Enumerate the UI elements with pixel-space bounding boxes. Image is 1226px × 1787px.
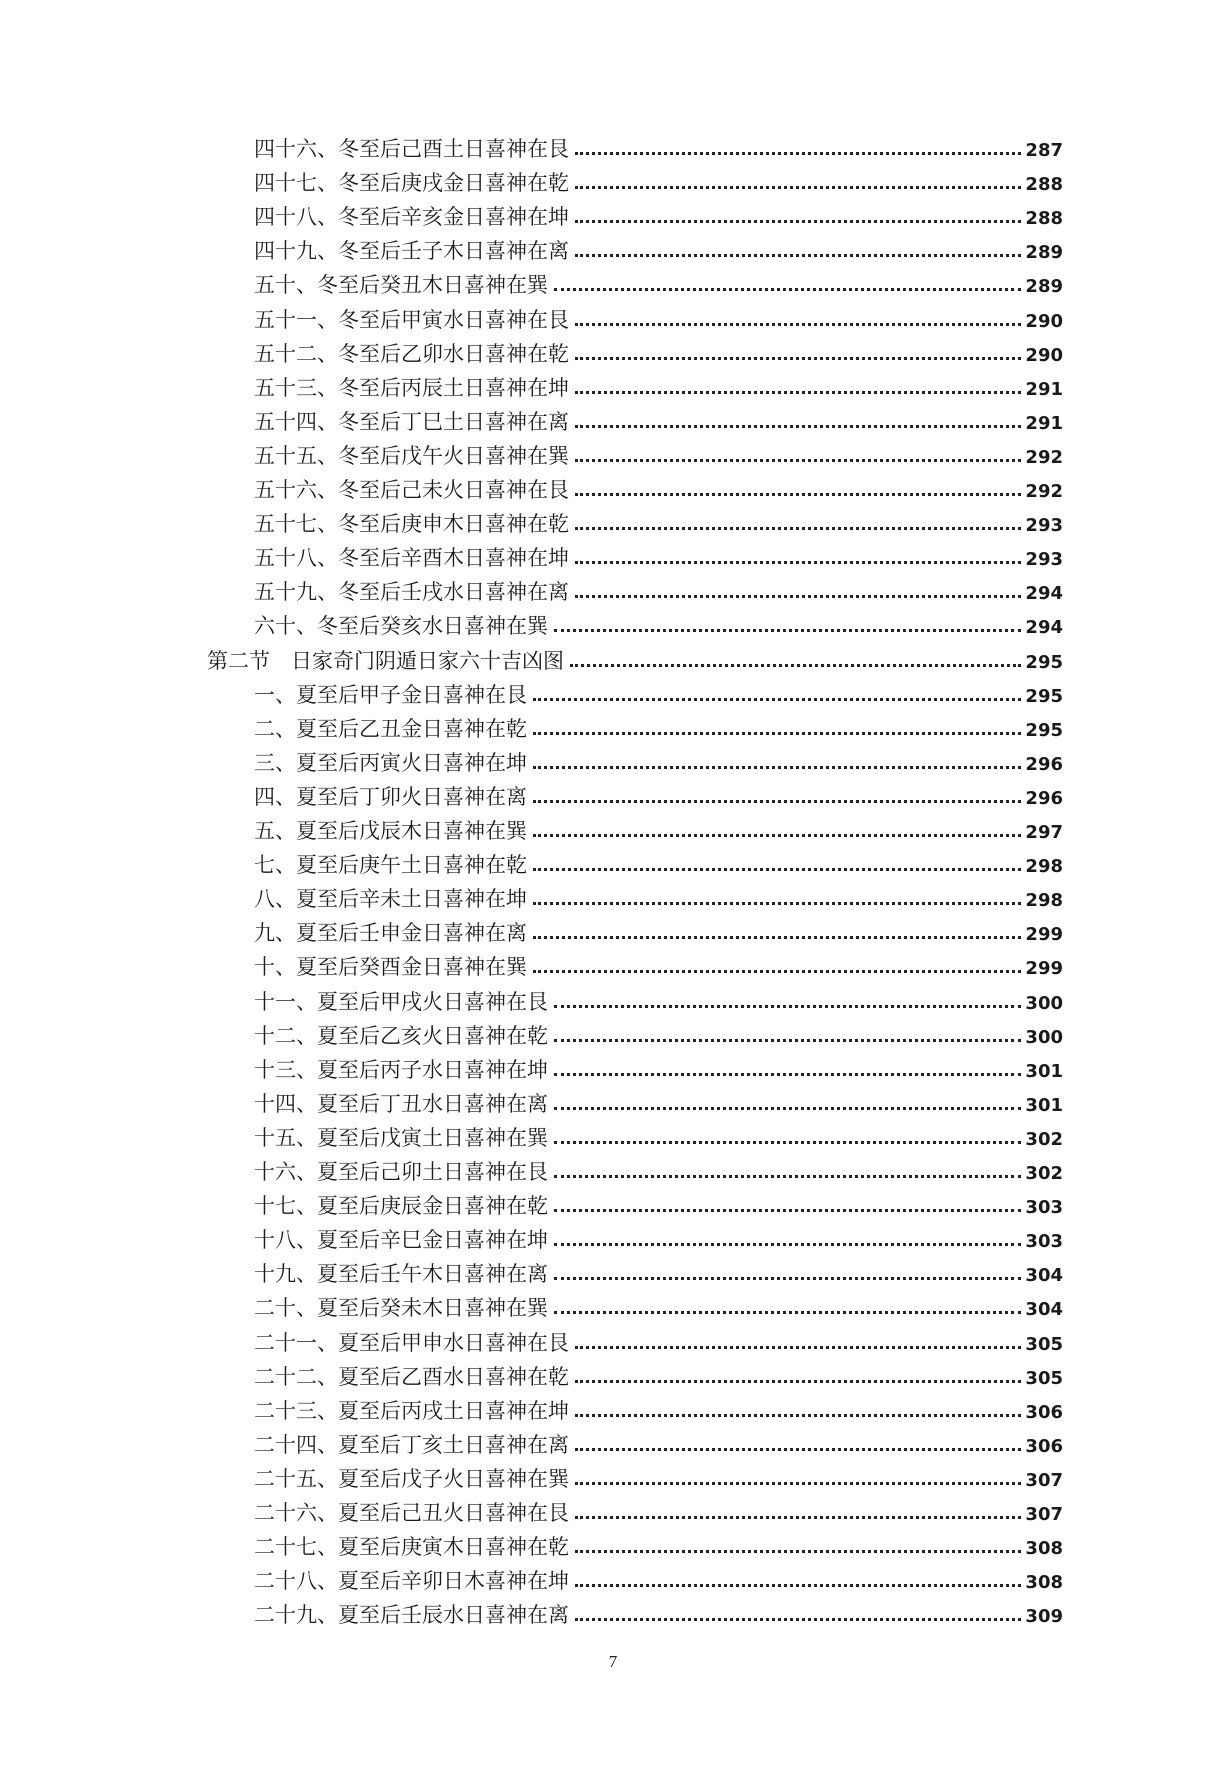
dot-leader	[575, 220, 1021, 223]
toc-entry-title: 十、夏至后癸酉金日喜神在巽	[254, 955, 527, 980]
toc-entry-title: 十七、夏至后庚辰金日喜神在乾	[254, 1194, 548, 1219]
toc-entry[interactable]	[254, 1528, 1063, 1562]
toc-entry[interactable]	[254, 198, 1063, 232]
toc-entry-page-number: 305	[1025, 1367, 1063, 1389]
toc-entry[interactable]	[254, 1255, 1063, 1289]
dot-leader	[575, 1584, 1021, 1587]
toc-entry[interactable]	[254, 471, 1063, 505]
toc-entry-page-number: 302	[1025, 1128, 1063, 1150]
toc-entry-page-number: 292	[1025, 446, 1063, 468]
dot-leader	[575, 1380, 1021, 1383]
toc-entry-page-number: 296	[1025, 787, 1063, 809]
toc-entry-page-number: 293	[1025, 549, 1063, 571]
toc-entry-title: 二十九、夏至后壬辰水日喜神在离	[254, 1603, 569, 1628]
toc-entry-title: 二十五、夏至后戊子火日喜神在巽	[254, 1466, 569, 1491]
toc-entry-title: 四十六、冬至后己酉土日喜神在艮	[254, 137, 569, 161]
toc-entry-page-number: 288	[1025, 174, 1063, 196]
toc-entry[interactable]	[254, 1289, 1063, 1323]
toc-entry-page-number: 304	[1025, 1265, 1063, 1287]
toc-entry[interactable]	[254, 539, 1063, 573]
toc-entry-title: 五十一、冬至后甲寅水日喜神在艮	[254, 307, 569, 332]
toc-entry[interactable]	[254, 1494, 1063, 1528]
toc-entry-page-number: 298	[1025, 856, 1063, 878]
toc-entry-page-number: 301	[1025, 1060, 1063, 1082]
toc-entry-title: 二十三、夏至后丙戌土日喜神在坤	[254, 1398, 569, 1423]
toc-entry[interactable]	[254, 914, 1063, 948]
toc-entry-page-number: 289	[1025, 276, 1063, 298]
toc-entry-page-number: 294	[1025, 617, 1063, 639]
toc-entry-page-number: 296	[1025, 753, 1063, 775]
toc-entry-title: 四十九、冬至后壬子木日喜神在离	[254, 239, 569, 264]
toc-entry[interactable]	[254, 335, 1063, 369]
toc-entry-title: 二十四、夏至后丁亥土日喜神在离	[254, 1432, 569, 1457]
page-number: 7	[608, 1652, 618, 1671]
dot-leader	[575, 561, 1021, 564]
dot-leader	[575, 1550, 1021, 1553]
toc-entry-page-number: 303	[1025, 1197, 1063, 1219]
dot-leader	[554, 1311, 1021, 1314]
dot-leader	[575, 357, 1021, 360]
dot-leader	[533, 732, 1021, 735]
toc-entry[interactable]	[254, 1085, 1063, 1119]
toc-entry-page-number: 306	[1025, 1435, 1063, 1457]
toc-entry[interactable]	[254, 710, 1063, 744]
toc-entry-page-number: 299	[1025, 924, 1063, 946]
toc-entry-page-number: 288	[1025, 208, 1063, 230]
toc-entry-title: 第二节 日家奇门阴遁日家六十吉凶图	[207, 648, 564, 673]
dot-leader	[575, 323, 1021, 326]
toc-entry-title: 五十、冬至后癸丑木日喜神在巽	[254, 273, 548, 298]
dot-leader	[575, 152, 1021, 155]
toc-entry[interactable]	[254, 1426, 1063, 1460]
toc-entry-title: 二、夏至后乙丑金日喜神在乾	[254, 716, 527, 741]
dot-leader	[554, 1141, 1021, 1144]
toc-entry-page-number: 299	[1025, 958, 1063, 980]
dot-leader	[554, 1107, 1021, 1110]
toc-entry-page-number: 308	[1025, 1572, 1063, 1594]
toc-entry-page-number: 301	[1025, 1094, 1063, 1116]
toc-entry[interactable]	[254, 983, 1063, 1017]
dot-leader	[554, 288, 1021, 291]
toc-entry-page-number: 302	[1025, 1163, 1063, 1184]
toc-entry[interactable]	[254, 403, 1063, 437]
toc-entry-title: 四十八、冬至后辛亥金日喜神在坤	[254, 205, 569, 230]
toc-entry-title: 四、夏至后丁卯火日喜神在离	[254, 784, 527, 809]
dot-leader	[575, 527, 1021, 530]
toc-entry-page-number: 297	[1025, 822, 1063, 843]
dot-leader	[575, 1346, 1021, 1349]
toc-entry-page-number: 292	[1025, 481, 1063, 502]
dot-leader	[575, 425, 1021, 428]
toc-section-heading[interactable]	[207, 642, 1063, 676]
toc-entry[interactable]	[254, 232, 1063, 266]
toc-entry[interactable]	[254, 1051, 1063, 1085]
dot-leader	[554, 1073, 1021, 1076]
toc-entry-page-number: 304	[1025, 1299, 1063, 1321]
toc-entry-title: 二十七、夏至后庚寅木日喜神在乾	[254, 1535, 569, 1560]
dot-leader	[554, 1175, 1021, 1178]
toc-entry-title: 五十四、冬至后丁巳土日喜神在离	[254, 409, 569, 434]
toc-entry-title: 十一、夏至后甲戌火日喜神在艮	[254, 989, 548, 1014]
dot-leader	[575, 459, 1021, 462]
toc-entry[interactable]	[254, 573, 1063, 607]
toc-entry[interactable]	[254, 948, 1063, 982]
dot-leader	[575, 391, 1021, 394]
toc-entry-page-number: 307	[1025, 1469, 1063, 1491]
toc-entry-title: 八、夏至后辛未土日喜神在坤	[254, 887, 527, 912]
dot-leader	[533, 868, 1021, 871]
toc-entry-title: 十八、夏至后辛巳金日喜神在坤	[254, 1228, 548, 1253]
toc-entry[interactable]	[254, 505, 1063, 539]
toc-entry-title: 二十八、夏至后辛卯日木喜神在坤	[254, 1569, 569, 1594]
toc-entry-title: 五十五、冬至后戊午火日喜神在巽	[254, 443, 569, 468]
toc-entry-title: 十九、夏至后壬午木日喜神在离	[254, 1262, 548, 1287]
dot-leader	[533, 800, 1021, 803]
toc-entry-title: 五十六、冬至后己未火日喜神在艮	[254, 478, 569, 502]
toc-entry[interactable]	[254, 676, 1063, 710]
dot-leader	[533, 970, 1021, 973]
dot-leader	[533, 834, 1021, 837]
dot-leader	[575, 1516, 1021, 1519]
toc-entry-page-number: 295	[1025, 651, 1063, 673]
toc-entry[interactable]	[254, 1221, 1063, 1255]
dot-leader	[554, 1005, 1021, 1008]
toc-entry[interactable]	[254, 369, 1063, 403]
dot-leader	[575, 493, 1021, 496]
toc-entry[interactable]	[254, 1460, 1063, 1494]
dot-leader	[554, 1039, 1021, 1042]
dot-leader	[533, 902, 1021, 905]
toc-entry[interactable]	[254, 1358, 1063, 1392]
toc-entry-page-number: 306	[1025, 1401, 1063, 1423]
toc-entry-title: 六十、冬至后癸亥水日喜神在巽	[254, 614, 548, 639]
toc-entry-title: 十三、夏至后丙子水日喜神在坤	[254, 1057, 548, 1082]
toc-entry[interactable]	[254, 1562, 1063, 1596]
toc-entry[interactable]	[254, 607, 1063, 641]
toc-entry-page-number: 291	[1025, 412, 1063, 434]
toc-entry-title: 二十六、夏至后己丑火日喜神在艮	[254, 1501, 569, 1525]
toc-entry[interactable]	[254, 1324, 1063, 1358]
toc-entry-title: 五十七、冬至后庚申木日喜神在乾	[254, 512, 569, 537]
toc-entry[interactable]	[254, 130, 1063, 164]
dot-leader	[575, 1482, 1021, 1485]
toc-entry-title: 九、夏至后壬申金日喜神在离	[254, 921, 527, 946]
toc-entry[interactable]	[254, 880, 1063, 914]
dot-leader	[575, 1618, 1021, 1621]
toc-entry-title: 五、夏至后戊辰木日喜神在巽	[254, 819, 527, 843]
toc-entry-title: 三、夏至后丙寅火日喜神在坤	[254, 750, 527, 775]
dot-leader	[575, 595, 1021, 598]
toc-entry-page-number: 305	[1025, 1333, 1063, 1355]
toc-entry[interactable]	[254, 437, 1063, 471]
dot-leader	[575, 1414, 1021, 1417]
toc-entry-page-number: 291	[1025, 378, 1063, 400]
dot-leader	[533, 766, 1021, 769]
toc-entry-title: 二十、夏至后癸未木日喜神在巽	[254, 1296, 548, 1321]
dot-leader	[554, 1243, 1021, 1246]
toc-entry[interactable]	[254, 1153, 1063, 1187]
dot-leader	[554, 629, 1021, 632]
dot-leader	[554, 1277, 1021, 1280]
toc-entry[interactable]	[254, 1187, 1063, 1221]
dot-leader	[575, 1448, 1021, 1451]
dot-leader	[575, 186, 1021, 189]
toc-entry-title: 五十八、冬至后辛酉木日喜神在坤	[254, 546, 569, 571]
toc-entry-title: 十五、夏至后戊寅土日喜神在巽	[254, 1125, 548, 1150]
toc-entry[interactable]	[254, 1119, 1063, 1153]
toc-entry[interactable]	[254, 266, 1063, 300]
toc-entry[interactable]	[254, 1017, 1063, 1051]
toc-entry-page-number: 290	[1025, 310, 1063, 332]
toc-entry-title: 十四、夏至后丁丑水日喜神在离	[254, 1091, 548, 1116]
toc-entry-title: 二十一、夏至后甲申水日喜神在艮	[254, 1330, 569, 1355]
toc-entry-title: 五十二、冬至后乙卯水日喜神在乾	[254, 341, 569, 366]
toc-entry-title: 十六、夏至后己卯土日喜神在艮	[254, 1160, 548, 1184]
toc-entry-page-number: 303	[1025, 1231, 1063, 1253]
toc-entry-page-number: 290	[1025, 344, 1063, 366]
toc-entry[interactable]	[254, 301, 1063, 335]
dot-leader	[575, 254, 1021, 257]
toc-entry[interactable]	[254, 1596, 1063, 1630]
toc-entry-page-number: 298	[1025, 890, 1063, 912]
toc-entry-page-number: 309	[1025, 1606, 1063, 1628]
toc-entry-page-number: 287	[1025, 140, 1063, 161]
toc-entry-page-number: 294	[1025, 583, 1063, 605]
toc-entry[interactable]	[254, 164, 1063, 198]
toc-entry-title: 二十二、夏至后乙酉水日喜神在乾	[254, 1364, 569, 1389]
dot-leader	[570, 664, 1021, 667]
toc-entry-title: 十二、夏至后乙亥火日喜神在乾	[254, 1023, 548, 1048]
toc-entry-page-number: 295	[1025, 719, 1063, 741]
toc-entry-title: 四十七、冬至后庚戌金日喜神在乾	[254, 171, 569, 196]
toc-entry-title: 五十三、冬至后丙辰土日喜神在坤	[254, 375, 569, 400]
toc-entry-title: 五十九、冬至后壬戌水日喜神在离	[254, 580, 569, 605]
toc-entry[interactable]	[254, 744, 1063, 778]
toc-entry-page-number: 289	[1025, 242, 1063, 264]
toc-entry-title: 一、夏至后甲子金日喜神在艮	[254, 682, 527, 707]
toc-entry[interactable]	[254, 1392, 1063, 1426]
toc-entry-page-number: 308	[1025, 1538, 1063, 1560]
dot-leader	[533, 698, 1021, 701]
toc-entry[interactable]	[254, 846, 1063, 880]
toc-entry[interactable]	[254, 778, 1063, 812]
toc-entry-page-number: 300	[1025, 1026, 1063, 1048]
toc-entry-page-number: 295	[1025, 685, 1063, 707]
toc-entry-page-number: 293	[1025, 515, 1063, 537]
toc-entry[interactable]	[254, 812, 1063, 846]
toc-entry-page-number: 307	[1025, 1504, 1063, 1525]
toc-entry-page-number: 300	[1025, 992, 1063, 1014]
dot-leader	[554, 1209, 1021, 1212]
dot-leader	[533, 936, 1021, 939]
toc-entry-title: 七、夏至后庚午土日喜神在乾	[254, 853, 527, 878]
